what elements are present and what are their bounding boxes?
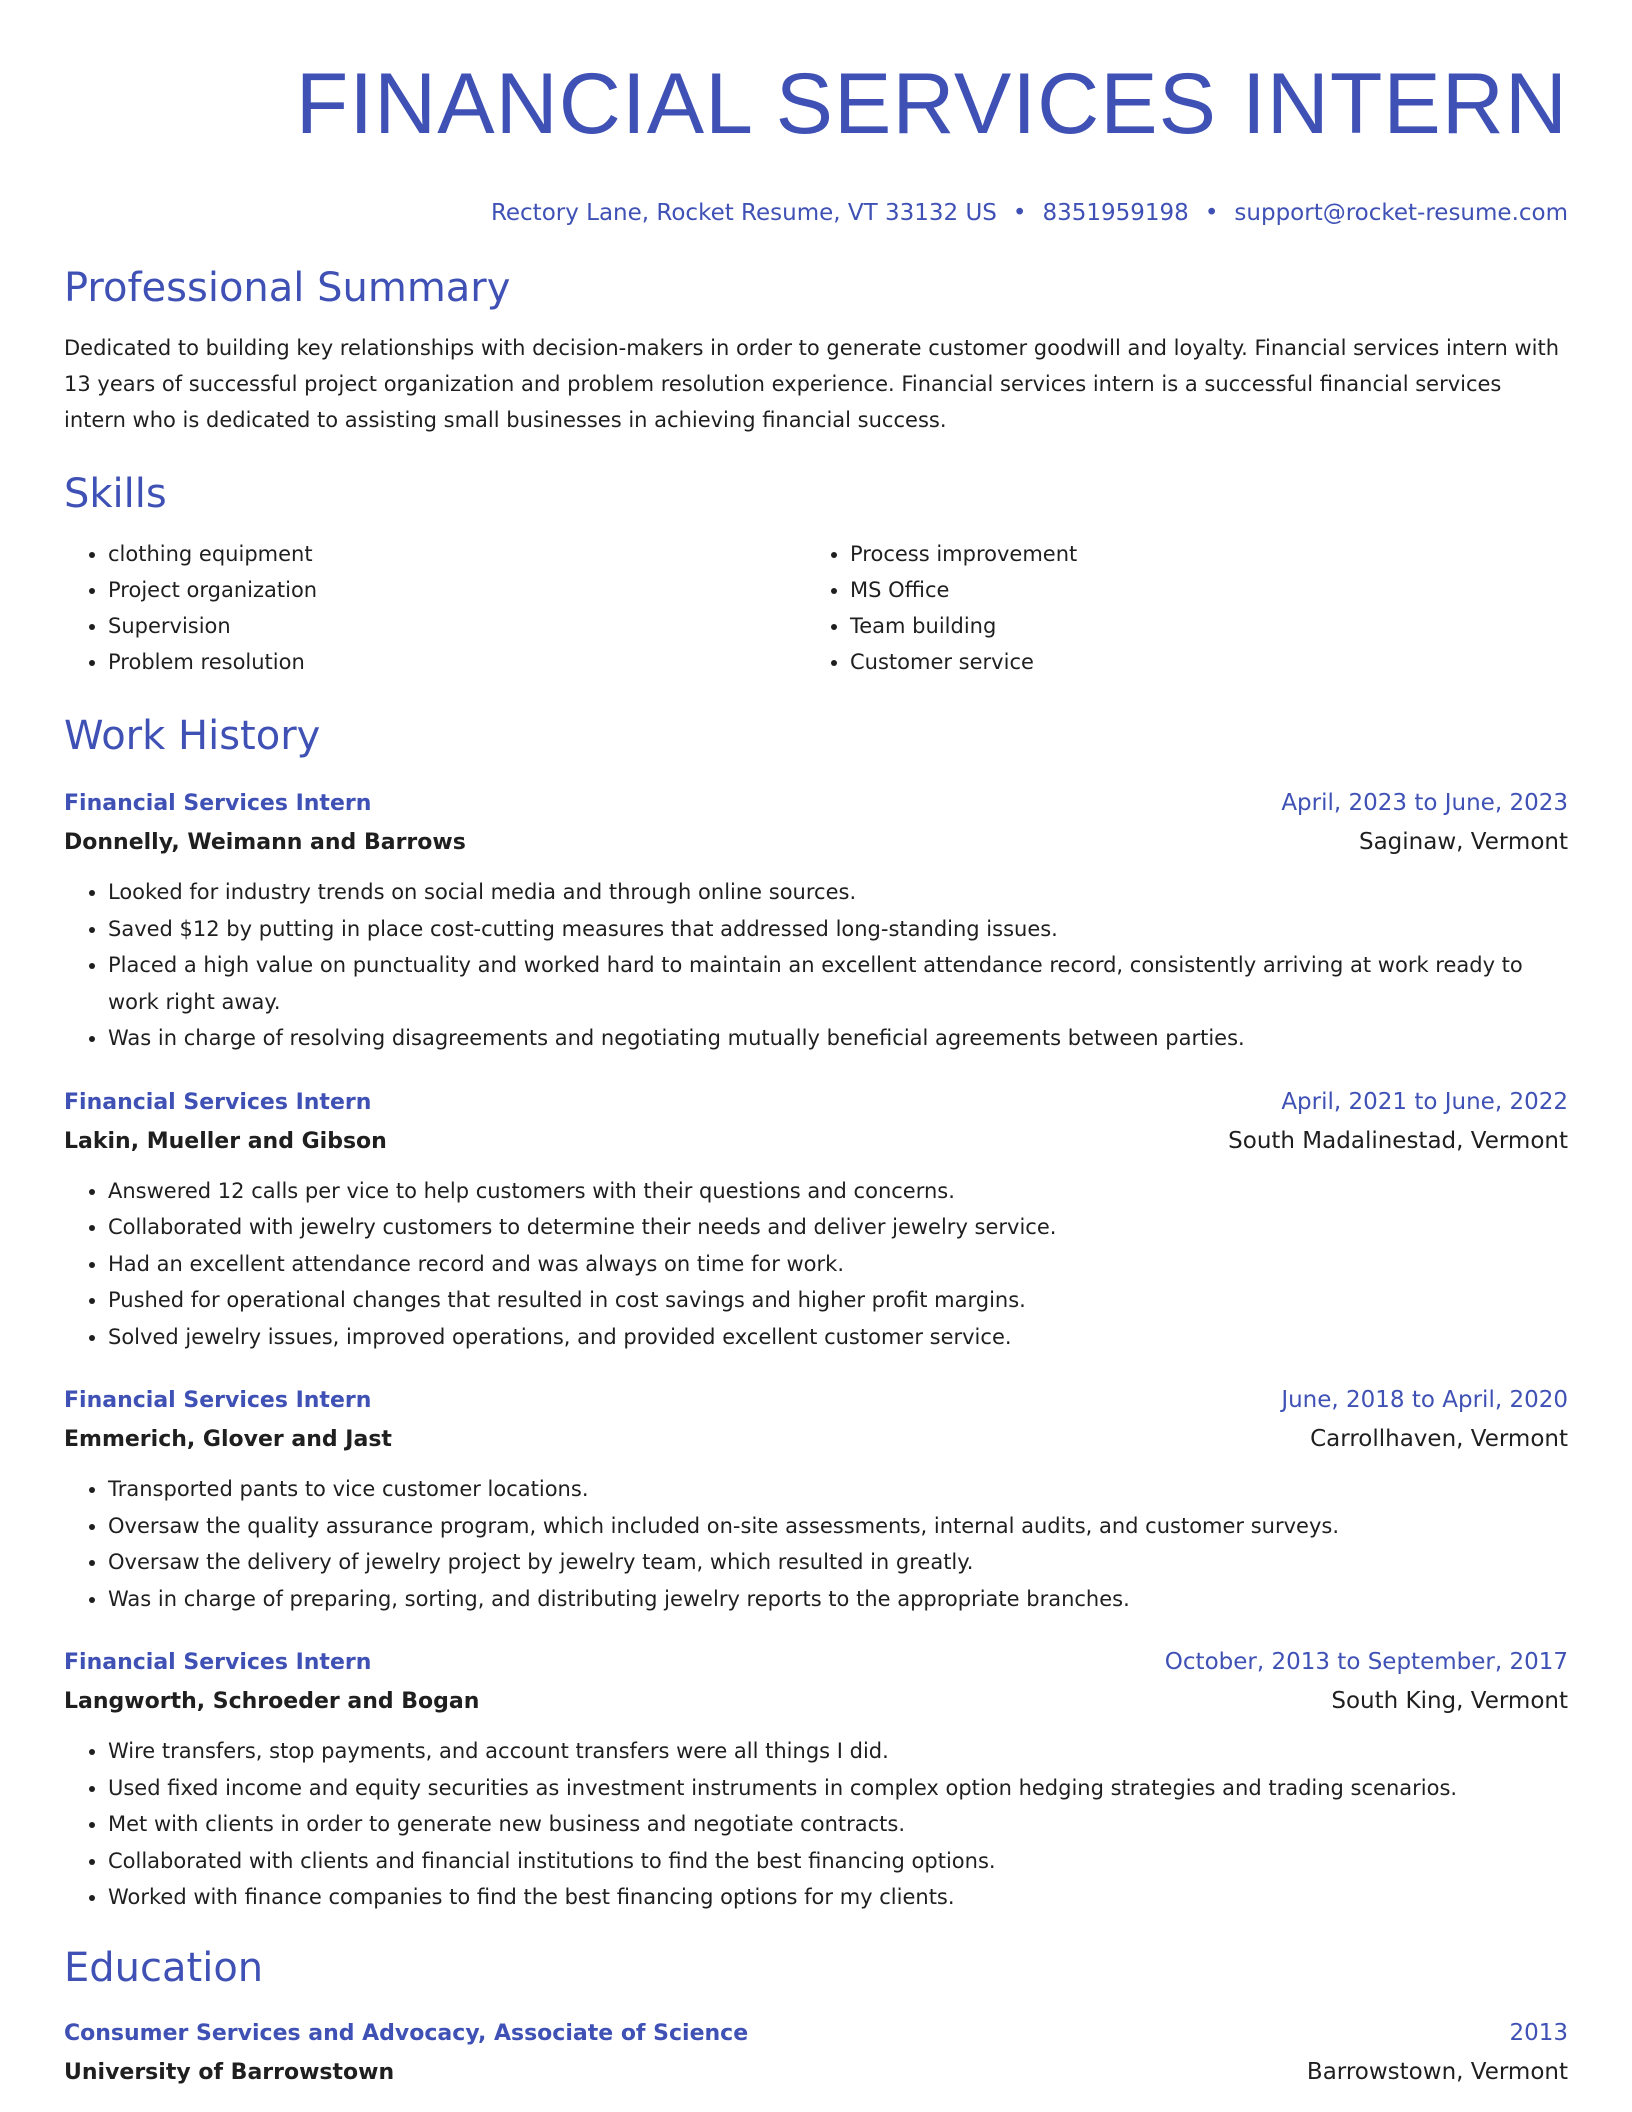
- skills-heading: Skills: [64, 471, 167, 517]
- education-entry: [64, 2014, 1568, 2092]
- job-location: South Madalinestad, Vermont: [1228, 1127, 1568, 1154]
- work-history-heading: Work History: [64, 713, 321, 759]
- job-bullet: • Saved $12 by putting in place cost-cutting measures that addressed long-standing issues.: [108, 911, 1568, 948]
- job-bullet: • Collaborated with clients and financial institutions to find the best financing options.: [108, 1843, 1568, 1880]
- contact-phone: 8351959198: [1042, 200, 1189, 226]
- summary-text: Dedicated to building key relationships with decision-makers in order to generate customer goodwill and loyalty. Financial services intern with 13 years of successful project organization and problem resolution experience. Financial services intern is a successful financial services intern who is dedicated to assisting small businesses in achieving financial success.: [64, 336, 1560, 432]
- job-bullet: • Used fixed income and equity securities as investment instruments in complex option hedging strategies and trading scenarios.: [108, 1770, 1568, 1807]
- skill-item: • clothing equipment: [108, 536, 806, 572]
- job-bullet: • Transported pants to vice customer locations.: [108, 1471, 1568, 1508]
- contact-address: Rectory Lane, Rocket Resume, VT 33132 US: [490, 200, 997, 226]
- education-degree: Consumer Services and Advocacy, Associate of Science: [64, 2020, 749, 2046]
- contact-separator: •: [1012, 200, 1027, 226]
- job-company: Donnelly, Weimann and Barrows: [64, 830, 466, 855]
- job-location: Carrollhaven, Vermont: [1310, 1426, 1568, 1452]
- job-bullet: • Looked for industry trends on social media and through online sources.: [108, 874, 1568, 911]
- job-bullets: [64, 1733, 1568, 1916]
- resume-page: [64, 0, 1568, 2092]
- education-subheader: [64, 2053, 1568, 2092]
- skill-item: • MS Office: [850, 572, 1568, 608]
- resume-name: FINANCIAL SERVICES INTERN: [295, 56, 1568, 152]
- job-bullet: • Worked with finance companies to find the best financing options for my clients.: [108, 1879, 1568, 1916]
- job-title: Financial Services Intern: [64, 791, 372, 816]
- job-bullets: [64, 874, 1568, 1057]
- education-header: [64, 2014, 1568, 2053]
- job-dates: October, 2013 to September, 2017: [1164, 1649, 1568, 1675]
- job-subheader: [64, 1420, 1568, 1459]
- summary-heading: Professional Summary: [64, 265, 511, 311]
- job-location: South King, Vermont: [1331, 1688, 1568, 1714]
- skills-column-left: [64, 536, 806, 680]
- contact-email: support@rocket-resume.com: [1234, 200, 1568, 226]
- job-subheader: [64, 1682, 1568, 1721]
- contact-separator: •: [1204, 200, 1219, 226]
- job-title: Financial Services Intern: [64, 1388, 372, 1413]
- job-bullet: • Was in charge of resolving disagreements and negotiating mutually beneficial agreements between parties.: [108, 1020, 1568, 1057]
- job-entry: [64, 784, 1568, 1057]
- skills-list: [64, 536, 1568, 680]
- job-company: Lakin, Mueller and Gibson: [64, 1128, 387, 1154]
- job-bullet: • Answered 12 calls per vice to help customers with their questions and concerns.: [108, 1173, 1568, 1210]
- skill-item: • Supervision: [108, 608, 806, 644]
- education-school: University of Barrowstown: [64, 2059, 395, 2085]
- job-subheader: [64, 1122, 1568, 1161]
- skills-column-right: [806, 536, 1568, 680]
- job-bullets: [64, 1173, 1568, 1356]
- job-bullets: [64, 1471, 1568, 1617]
- job-dates: April, 2021 to June, 2022: [1281, 1088, 1568, 1115]
- education-year: 2013: [1509, 2019, 1568, 2046]
- job-bullet: • Was in charge of preparing, sorting, and distributing jewelry reports to the appropriate branches.: [108, 1581, 1568, 1618]
- work-history-list: [64, 784, 1568, 1916]
- skill-item: • Project organization: [108, 572, 806, 608]
- job-subheader: [64, 823, 1568, 862]
- job-bullet: • Oversaw the delivery of jewelry project by jewelry team, which resulted in greatly.: [108, 1544, 1568, 1581]
- job-bullet: • Had an excellent attendance record and was always on time for work.: [108, 1246, 1568, 1283]
- job-bullet: • Oversaw the quality assurance program, which included on-site assessments, internal audits, and customer surveys.: [108, 1508, 1568, 1545]
- job-entry: [64, 1381, 1568, 1617]
- skill-item: • Process improvement: [850, 536, 1568, 572]
- job-header: [64, 784, 1568, 823]
- job-entry: [64, 1643, 1568, 1916]
- job-entry: [64, 1083, 1568, 1356]
- job-dates: June, 2018 to April, 2020: [1281, 1387, 1568, 1413]
- job-company: Langworth, Schroeder and Bogan: [64, 1689, 480, 1714]
- job-location: Saginaw, Vermont: [1358, 829, 1568, 855]
- job-header: [64, 1381, 1568, 1420]
- job-company: Emmerich, Glover and Jast: [64, 1427, 392, 1452]
- skill-item: • Customer service: [850, 644, 1568, 680]
- education-location: Barrowstown, Vermont: [1306, 2058, 1568, 2085]
- education-heading: Education: [64, 1944, 264, 1991]
- job-bullet: • Wire transfers, stop payments, and account transfers were all things I did.: [108, 1733, 1568, 1770]
- job-title: Financial Services Intern: [64, 1650, 372, 1675]
- job-header: [64, 1643, 1568, 1682]
- job-header: [64, 1083, 1568, 1122]
- job-bullet: • Collaborated with jewelry customers to determine their needs and deliver jewelry service.: [108, 1209, 1568, 1246]
- job-bullet: • Met with clients in order to generate new business and negotiate contracts.: [108, 1806, 1568, 1843]
- job-dates: April, 2023 to June, 2023: [1281, 790, 1568, 816]
- job-bullet: • Placed a high value on punctuality and worked hard to maintain an excellent attendance record, consistently arriving at work ready to work right away.: [108, 947, 1568, 1020]
- contact-line: [64, 196, 1568, 230]
- skill-item: • Team building: [850, 608, 1568, 644]
- skill-item: • Problem resolution: [108, 644, 806, 680]
- job-bullet: • Solved jewelry issues, improved operations, and provided excellent customer service.: [108, 1319, 1568, 1356]
- job-bullet: • Pushed for operational changes that resulted in cost savings and higher profit margins.: [108, 1282, 1568, 1319]
- job-title: Financial Services Intern: [64, 1089, 372, 1115]
